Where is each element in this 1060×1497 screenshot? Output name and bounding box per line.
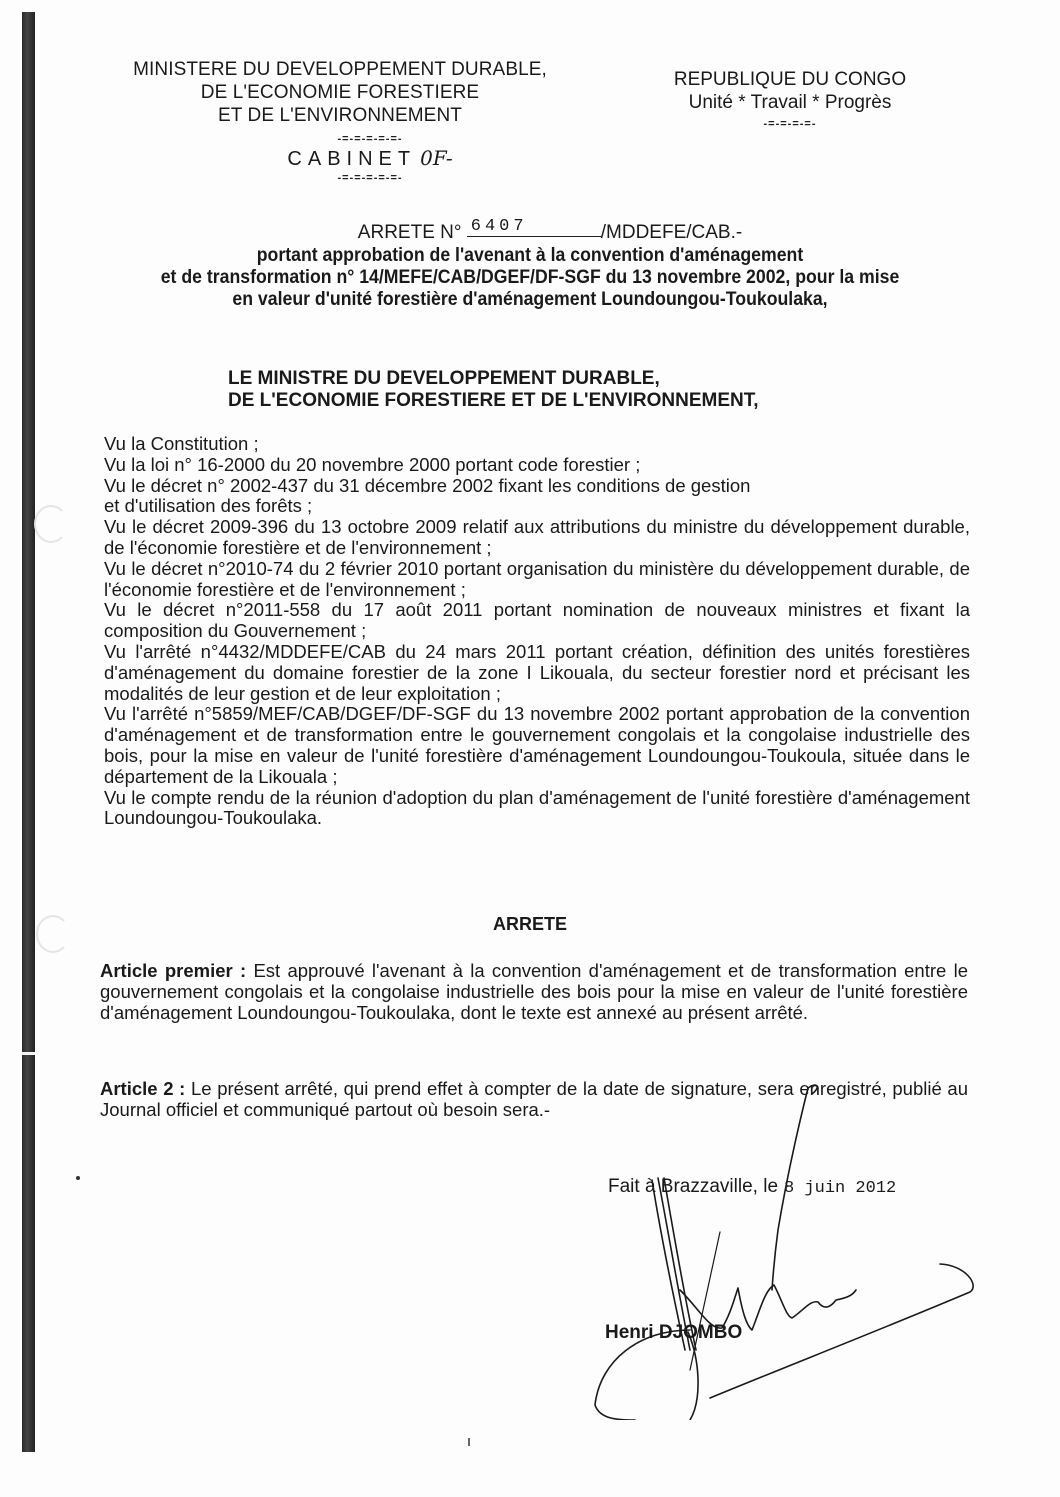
scan-binder-edge (22, 12, 35, 1452)
decree-label: ARRETE N° (357, 222, 462, 243)
separator: -=-=-=-=-=- (337, 172, 403, 184)
decree-number-line (120, 217, 980, 245)
signer-name: Henri DJOMBO (605, 1322, 743, 1343)
visa-item: Vu le décret 2009-396 du 13 octobre 2009 relatif aux attributions du ministre du développement durable, de l'économie forestière et de l'environnement ; (104, 516, 970, 558)
signature-stroke (595, 1330, 690, 1420)
article-text: Le présent arrêté, qui prend effet à compter de la date de signature, sera enregistré, publié au Journal officiel et communiqué partout où besoin sera.- (100, 1078, 968, 1120)
visa-item: Vu le décret n°2010-74 du 2 février 2010 portant organisation du ministère du développement durable, de l'économie forestière et de l'environnement ; (104, 557, 970, 600)
decree-subtitle-line: portant approbation de l'avenant à la convention d'aménagement (256, 245, 804, 266)
visas-list (104, 434, 970, 829)
article-label: Article 2 : (100, 1078, 186, 1099)
signature-stroke (710, 1264, 973, 1398)
separator: -=-=-=-=- (763, 118, 817, 130)
ministry-line: DE L'ECONOMIE FORESTIERE (200, 82, 480, 103)
minister-line: LE MINISTRE DU DEVELOPPEMENT DURABLE, (228, 368, 660, 389)
country-name: REPUBLIQUE DU CONGO (673, 69, 907, 90)
decision-heading: ARRETE (492, 914, 567, 934)
decree-title (80, 217, 980, 311)
ministry-header (100, 58, 580, 184)
place-text: Fait à Brazzaville, le (608, 1176, 779, 1197)
minister-line: DE L'ECONOMIE FORESTIERE ET DE L'ENVIRONNEMENT, (228, 390, 759, 411)
handwritten-signature (560, 1060, 980, 1420)
cabinet-text: CABINET (287, 148, 417, 170)
article-text: Est approuvé l'avenant à la convention d'aménagement et de transformation entre le gouvernement congolais et la congolaise industrielle des bois pour la mise en valeur de l'unité forestière d'aménagement Loundoungou-Toukoulaka, dont le texte est annexé au présent arrêté. (100, 960, 968, 1023)
signature-stroke (772, 1088, 808, 1290)
decree-number: 6407 (467, 218, 601, 237)
decree-subtitle-line: en valeur d'unité forestière d'aménagement Loundoungou-Toukoulaka, (232, 289, 828, 310)
ministry-line: ET DE L'ENVIRONNEMENT (218, 105, 462, 126)
visa-item: Vu l'arrêté n°5859/MEF/CAB/DGEF/DF-SGF du 13 novembre 2002 portant approbation de la convention d'aménagement et de transformation entre le gouvernement congolais et la congolaise industrielle des bois, pour la mise en valeur de l'unité forestière d'aménagement Loundoungou-Toukoula, située dans le département de la Likouala ; (104, 703, 970, 787)
decree-subtitle-line: et de transformation n° 14/MEFE/CAB/DGEF/DF-SGF du 13 novembre 2002, pour la mise (160, 267, 900, 288)
national-motto: Unité * Travail * Progrès (688, 92, 892, 113)
visa-item: Vu le décret n°2011-558 du 17 août 2011 portant nomination de nouveaux ministres et fixant la composition du Gouvernement ; (104, 599, 970, 642)
signature-stroke (808, 1085, 817, 1094)
visa-item: Vu le compte rendu de la réunion d'adoption du plan d'aménagement de l'unité forestière d'aménagement Loundoungou-Toukoulaka. (104, 786, 970, 829)
visa-item: Vu le décret n° 2002-437 du 31 décembre 2002 fixant les conditions de gestion (104, 474, 751, 496)
signature-stroke (690, 1232, 720, 1370)
separator: -=-=-=-=-=- (337, 133, 403, 145)
signature-date: 8 juin 2012 (784, 1179, 897, 1198)
article-1 (100, 960, 968, 1023)
scan-speck (468, 1438, 470, 1446)
punch-hole (34, 505, 68, 543)
visa-item: Vu l'arrêté n°4432/MDDEFE/CAB du 24 mars 2011 portant création, définition des unités forestières d'aménagement du domaine forestier de la zone I Likouala, du secteur forestier nord et précisant les modalités de leur gestion et de leur exploitation ; (104, 640, 970, 704)
visa-item: et d'utilisation des forêts ; (104, 495, 313, 517)
cabinet-label (160, 145, 580, 172)
republic-header (640, 68, 940, 130)
ministry-line: MINISTERE DU DEVELOPPEMENT DURABLE, (133, 59, 547, 80)
article-label: Article premier : (100, 960, 247, 981)
visa-item: Vu la loi n° 16-2000 du 20 novembre 2000 portant code forestier ; (104, 453, 641, 475)
visa-item: Vu la Constitution ; (104, 433, 259, 454)
signature-stroke (652, 1178, 696, 1350)
decree-suffix: /MDDEFE/CAB.- (600, 222, 743, 243)
cabinet-handwritten-mark: 0F- (420, 146, 453, 170)
scan-speck (76, 1176, 80, 1180)
minister-heading (228, 368, 759, 412)
